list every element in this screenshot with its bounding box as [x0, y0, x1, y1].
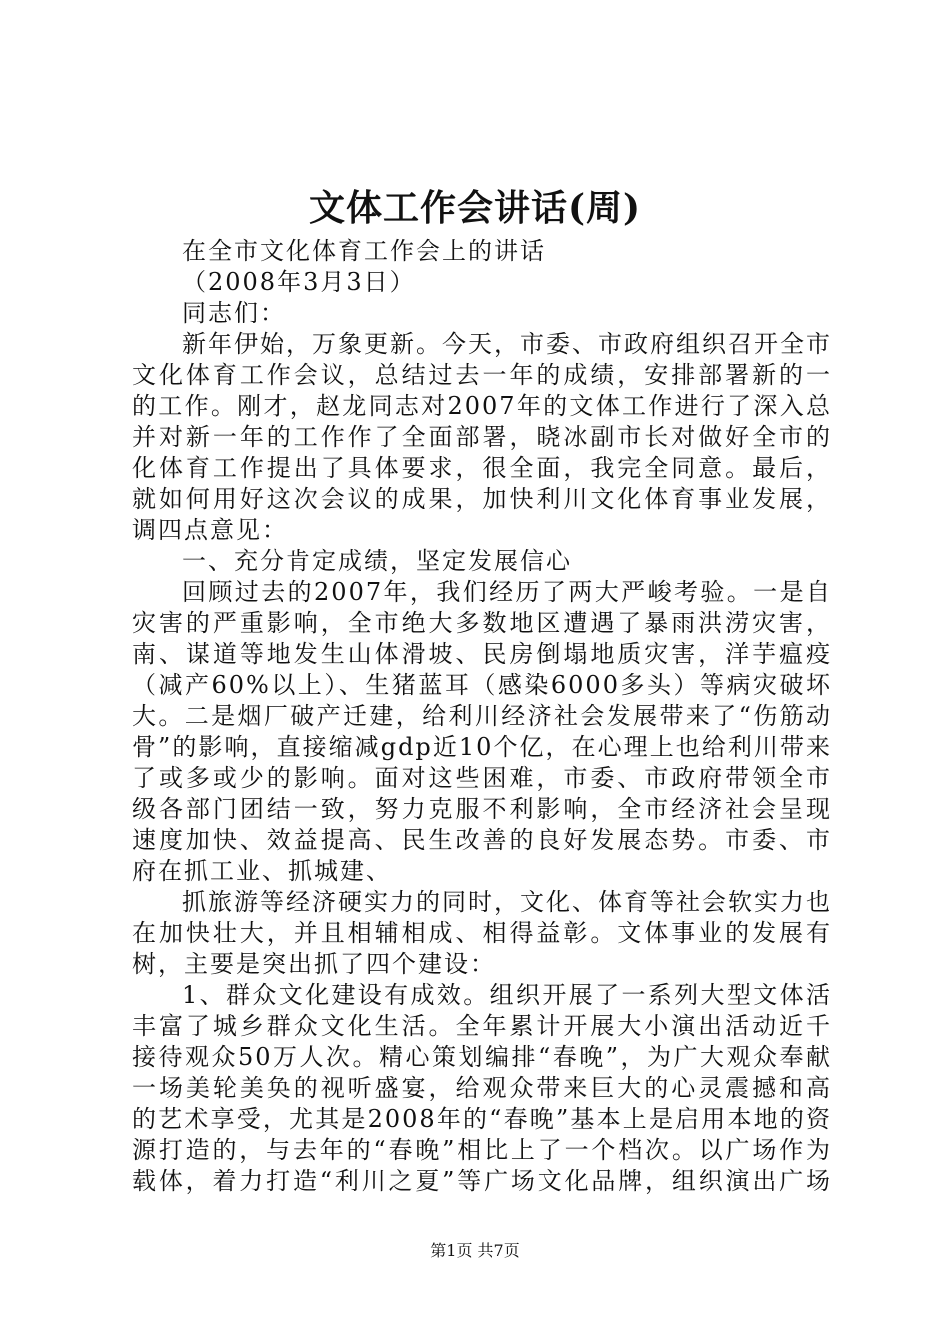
body-line: 骨”的影响，直接缩减gdp近10个亿，在心理上也给利川带来	[132, 733, 832, 761]
body-line: 抓旅游等经济硬实力的同时，文化、体育等社会软实力也	[182, 888, 832, 916]
body-line: 府在抓工业、抓城建、	[132, 857, 392, 885]
body-line: 级各部门团结一致，努力克服不利影响，全市经济社会呈现	[132, 795, 832, 823]
body-line: 载体，着力打造“利川之夏”等广场文化品牌，组织演出广场	[132, 1167, 832, 1195]
body-line: 丰富了城乡群众文化生活。全年累计开展大小演出活动近千	[132, 1012, 832, 1040]
body-line: 并对新一年的工作作了全面部署，晓冰副市长对做好全市的	[132, 423, 832, 451]
body-line: 化体育工作提出了具体要求，很全面，我完全同意。最后，	[132, 454, 832, 482]
body-line: 的工作。刚才，赵龙同志对2007年的文体工作进行了深入总	[132, 392, 832, 420]
body-line: 一场美轮美奂的视听盛宴，给观众带来巨大的心灵震撼和高	[132, 1074, 832, 1102]
body-line: 接待观众50万人次。精心策划编排“春晚”，为广大观众奉献	[132, 1043, 832, 1071]
body-line: 树，主要是突出抓了四个建设：	[132, 950, 496, 978]
body-line: 了或多或少的影响。面对这些困难，市委、市政府带领全市	[132, 764, 832, 792]
body-line: 源打造的，与去年的“春晚”相比上了一个档次。以广场作为	[132, 1136, 832, 1164]
document-title: 文体工作会讲话(周)	[308, 187, 642, 229]
body-line: 同志们：	[182, 299, 286, 327]
body-line: （2008年3月3日）	[182, 268, 416, 296]
page-footer: 第1页 共7页	[430, 1241, 520, 1260]
body-line: 就如何用好这次会议的成果，加快利川文化体育事业发展，	[132, 485, 832, 513]
body-line: 南、谋道等地发生山体滑坡、民房倒塌地质灾害，洋芋瘟疫	[132, 640, 832, 668]
body-line: 新年伊始，万象更新。今天，市委、市政府组织召开全市	[182, 330, 832, 358]
body-line: （减产60%以上）、生猪蓝耳（感染6000多头）等病灾破坏	[132, 671, 832, 699]
document-body	[132, 236, 832, 1197]
body-line: 一、充分肯定成绩，坚定发展信心	[182, 547, 572, 575]
body-line: 的艺术享受，尤其是2008年的“春晚”基本上是启用本地的资	[132, 1105, 832, 1133]
body-line: 1、群众文化建设有成效。组织开展了一系列大型文体活	[182, 981, 832, 1009]
body-line: 文化体育工作会议，总结过去一年的成绩，安排部署新的一	[132, 361, 832, 389]
body-line: 速度加快、效益提高、民生改善的良好发展态势。市委、市	[132, 826, 832, 854]
body-line: 大。二是烟厂破产迁建，给利川经济社会发展带来了“伤筋动	[132, 702, 832, 730]
body-line: 回顾过去的2007年，我们经历了两大严峻考验。一是自	[182, 578, 832, 606]
body-line: 灾害的严重影响，全市绝大多数地区遭遇了暴雨洪涝灾害，	[132, 609, 832, 637]
body-line: 在加快壮大，并且相辅相成、相得益彰。文体事业的发展有	[132, 919, 832, 947]
body-line: 调四点意见：	[132, 516, 288, 544]
body-line: 在全市文化体育工作会上的讲话	[182, 237, 546, 265]
